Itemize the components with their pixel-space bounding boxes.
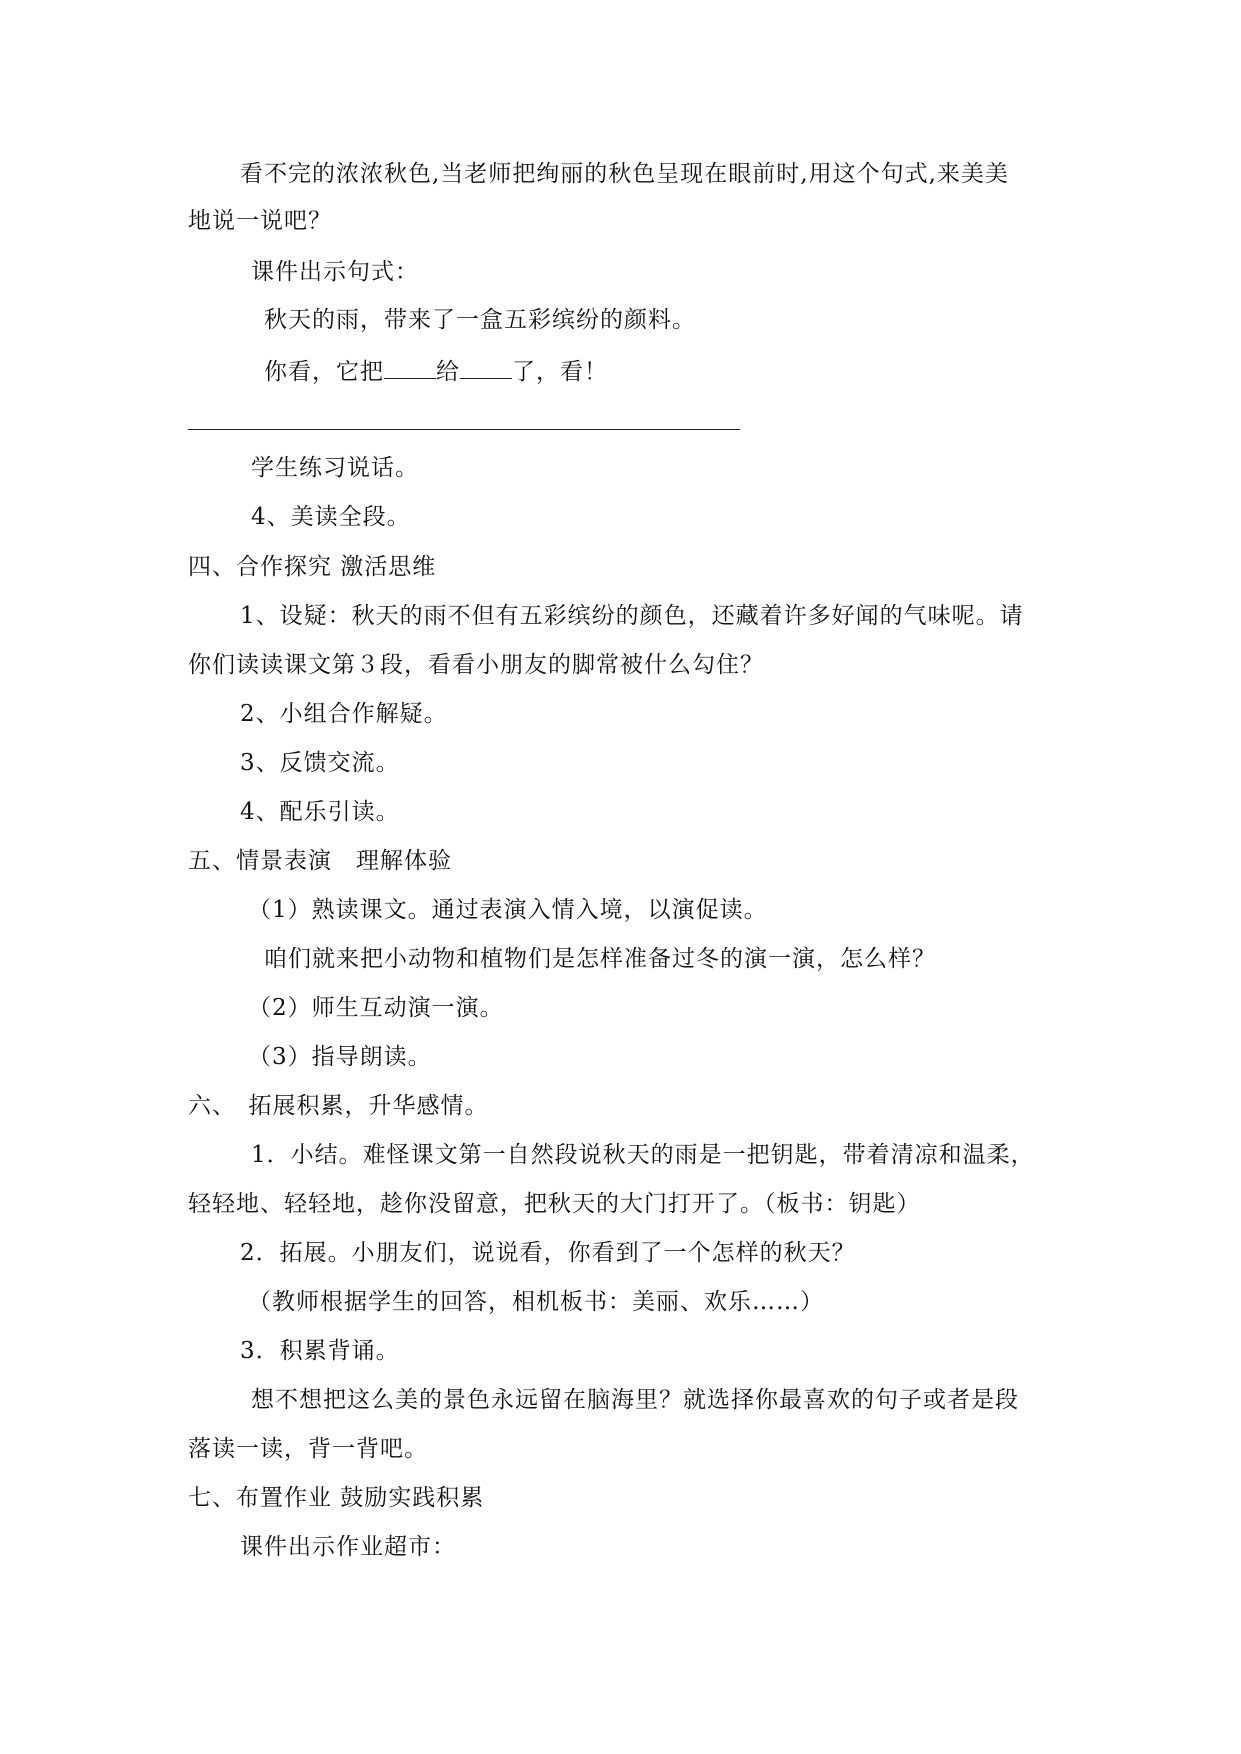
sentence-pattern-line: 秋天的雨，带来了一盒五彩缤纷的颜料。 [264, 307, 696, 333]
paragraph-line: 想不想把这么美的景色永远留在脑海里？就选择你最喜欢的句子或者是段 [251, 1387, 1019, 1413]
paragraph-line: 轻轻地、轻轻地，趁你没留意，把秋天的大门打开了。（板书：钥匙） [188, 1191, 921, 1217]
fill-blank [460, 358, 512, 379]
sentence-pattern-fill-line [264, 357, 608, 387]
paragraph-line: 地说一说吧？ [188, 208, 332, 234]
paragraph-line: 课件出示句式： [251, 259, 419, 285]
paragraph-line: （3）指导朗读。 [248, 1044, 432, 1070]
paragraph-line: 学生练习说话。 [251, 455, 419, 481]
paragraph-line: 你们读读课文第３段，看看小朋友的脚常被什么勾住？ [188, 652, 764, 678]
paragraph-line: 1．小结。难怪课文第一自然段说秋天的雨是一把钥匙，带着清凉和温柔， [251, 1142, 1035, 1168]
paragraph-line: 落读一读，背一背吧。 [188, 1436, 428, 1462]
pattern-text: 你看，它把 [264, 359, 384, 385]
section-heading: 六、 拓展积累，升华感情。 [188, 1093, 489, 1119]
paragraph-line: 3．积累背诵。 [240, 1338, 400, 1364]
paragraph-line: 1、设疑：秋天的雨不但有五彩缤纷的颜色，还藏着许多好闻的气味呢。请 [240, 603, 1024, 629]
section-heading: 七、布置作业 鼓励实践积累 [188, 1485, 485, 1511]
paragraph-line: 3、反馈交流。 [240, 750, 400, 776]
paragraph-line: 2、小组合作解疑。 [240, 701, 448, 727]
paragraph-line: 4、美读全段。 [251, 504, 411, 530]
pattern-text: 了，看！ [512, 359, 608, 385]
horizontal-rule [188, 429, 740, 430]
paragraph-line: （教师根据学生的回答，相机板书：美丽、欢乐……） [248, 1289, 824, 1315]
paragraph-line: （1）熟读课文。通过表演入情入境，以演促读。 [248, 897, 768, 923]
fill-blank [384, 358, 436, 379]
section-heading: 五、情景表演 理解体验 [188, 848, 452, 874]
section-heading: 四、合作探究 激活思维 [188, 554, 437, 580]
paragraph-line: 4、配乐引读。 [240, 799, 400, 825]
pattern-text: 给 [436, 359, 460, 385]
paragraph-line: 咱们就来把小动物和植物们是怎样准备过冬的演一演，怎么样？ [264, 946, 936, 972]
paragraph-line: 2．拓展。小朋友们，说说看，你看到了一个怎样的秋天？ [240, 1240, 856, 1266]
paragraph-line: 课件出示作业超市： [240, 1534, 456, 1560]
paragraph-line: （2）师生互动演一演。 [248, 995, 504, 1021]
paragraph-line: 看不完的浓浓秋色,当老师把绚丽的秋色呈现在眼前时,用这个句式,来美美 [240, 161, 1009, 187]
